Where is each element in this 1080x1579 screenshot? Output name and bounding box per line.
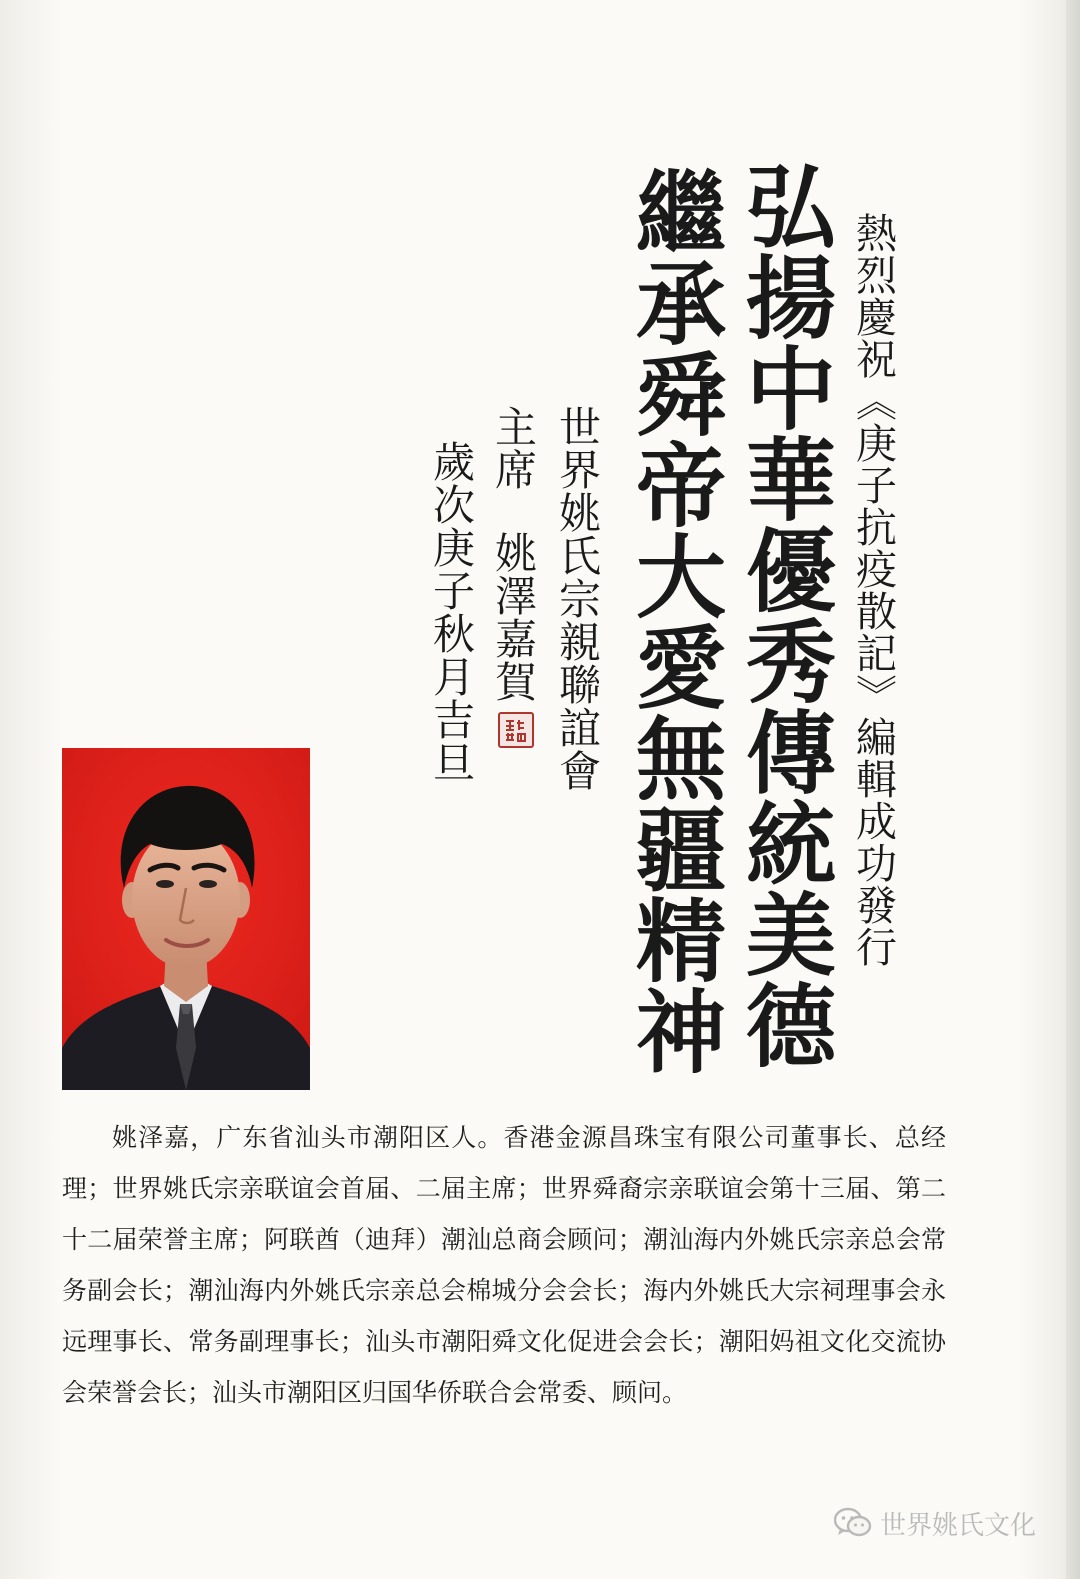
title-line-1: 弘揚中華優秀傳統美德 xyxy=(730,160,836,1070)
person-portrait-icon xyxy=(62,748,310,1090)
biography-paragraph: 姚泽嘉，广东省汕头市潮阳区人。香港金源昌珠宝有限公司董事长、总经理；世界姚氏宗亲联谊会首届、二届主席；世界舜裔宗亲联谊会第十三届、第二十二届荣誉主席；阿联酋（迪拜）潮汕总商会顾问；潮汕海内外姚氏宗亲总会常务副会长；潮汕海内外姚氏宗亲总会棉城分会会长；海内外姚氏大宗祠理事会永远理事长、常务副理事长；汕头市潮阳舜文化促进会会长；潮阳妈祖文化交流协会荣誉会长；汕头市潮阳区归国华侨联合会常委、顾问。 xyxy=(62,1123,946,1407)
seal-stamp xyxy=(498,712,534,748)
organization-column: 世界姚氏宗親聯誼會 xyxy=(553,405,602,792)
title-line-2: 繼承舜帝大愛無疆精神 xyxy=(620,166,726,1076)
date-column: 歲次庚子秋月吉旦 xyxy=(427,440,476,784)
page-edge xyxy=(1066,0,1080,1579)
watermark xyxy=(834,1503,1036,1543)
watermark-text: 世界姚氏文化 xyxy=(880,1510,1037,1541)
chairman-name: 姚澤嘉賀 xyxy=(489,531,538,703)
chairman-title: 主席 xyxy=(489,405,538,491)
greeting-column: 熱烈慶祝《庚子抗疫散記》編輯成功發行 xyxy=(849,212,897,968)
portrait-photo xyxy=(62,748,310,1090)
wechat-icon xyxy=(834,1507,872,1539)
chairman-column xyxy=(489,405,538,703)
seal-icon xyxy=(500,714,532,746)
